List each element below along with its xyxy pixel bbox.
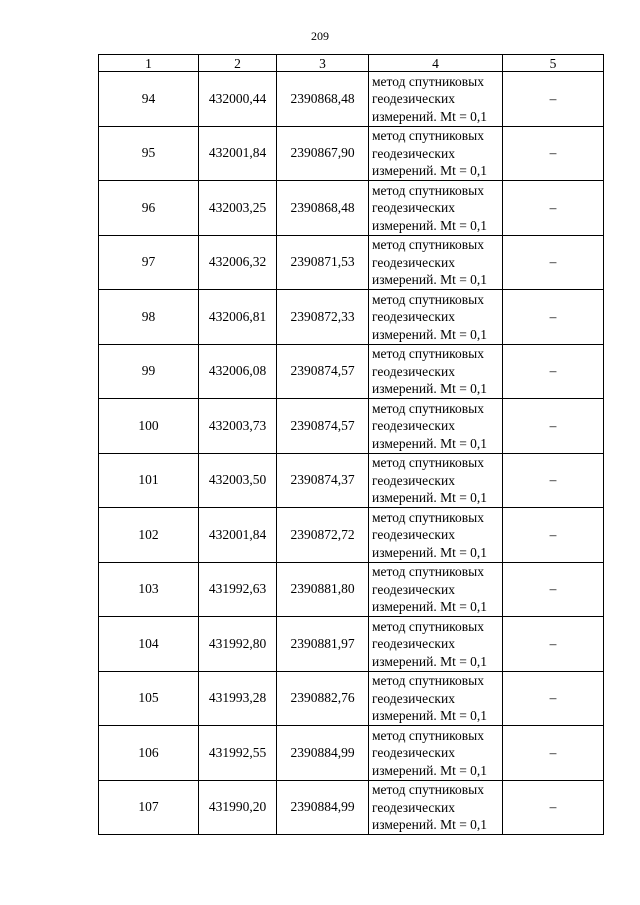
method-line: геодезических (372, 799, 455, 815)
method-line: измерений. Mt = 0,1 (372, 653, 488, 669)
method-line: геодезических (372, 690, 455, 706)
x-coordinate-cell: 431992,63 (199, 562, 277, 617)
point-number-cell: 107 (99, 780, 199, 835)
y-coordinate-cell: 2390874,37 (277, 453, 369, 508)
method-line: измерений. Mt = 0,1 (372, 599, 488, 614)
y-coordinate-cell: 2390881,97 (277, 617, 369, 672)
point-number-cell: 95 (99, 126, 199, 181)
method-cell (369, 344, 503, 399)
method-line: измерений. Mt = 0,1 (372, 817, 488, 832)
column-header: 5 (503, 55, 604, 72)
column-header: 3 (277, 55, 369, 72)
method-cell (369, 562, 503, 617)
method-cell (369, 780, 503, 835)
y-coordinate-cell: 2390868,48 (277, 181, 369, 236)
coordinates-table (98, 54, 604, 835)
table-row (99, 72, 604, 127)
column-5-cell: – (503, 126, 604, 181)
method-line: метод спутниковых (372, 673, 484, 688)
method-line: геодезических (372, 472, 455, 488)
y-coordinate-cell: 2390867,90 (277, 126, 369, 181)
method-line: геодезических (372, 527, 455, 542)
method-line: геодезических (372, 200, 455, 215)
y-coordinate-cell: 2390868,48 (277, 72, 369, 127)
y-coordinate-cell: 2390881,80 (277, 562, 369, 617)
method-cell (369, 126, 503, 181)
point-number-cell: 102 (99, 508, 199, 563)
y-coordinate-cell: 2390874,57 (277, 399, 369, 454)
column-5-cell: – (503, 72, 604, 127)
x-coordinate-cell: 432001,84 (199, 508, 277, 563)
point-number-cell: 96 (99, 181, 199, 236)
method-line: метод спутниковых (372, 291, 484, 307)
method-line: измерений. Mt = 0,1 (372, 381, 488, 396)
table-row (99, 235, 604, 290)
column-header: 1 (99, 55, 199, 72)
method-cell (369, 617, 503, 672)
method-line: измерений. Mt = 0,1 (372, 326, 488, 342)
y-coordinate-cell: 2390872,33 (277, 290, 369, 345)
x-coordinate-cell: 432006,32 (199, 235, 277, 290)
method-line: метод спутниковых (372, 564, 484, 579)
column-5-cell: – (503, 399, 604, 454)
method-line: геодезических (372, 309, 455, 324)
method-line: метод спутниковых (372, 618, 484, 634)
method-line: измерений. Mt = 0,1 (372, 490, 488, 505)
column-5-cell: – (503, 726, 604, 781)
table-row (99, 671, 604, 726)
method-line: метод спутниковых (372, 182, 484, 198)
column-5-cell: – (503, 290, 604, 345)
column-5-cell: – (503, 562, 604, 617)
method-cell (369, 181, 503, 236)
column-5-cell: – (503, 453, 604, 508)
table-row (99, 453, 604, 508)
method-line: метод спутниковых (372, 455, 484, 470)
method-line: измерений. Mt = 0,1 (372, 272, 488, 287)
method-cell (369, 235, 503, 290)
table-row (99, 181, 604, 236)
column-5-cell: – (503, 235, 604, 290)
method-line: метод спутниковых (372, 727, 484, 743)
point-number-cell: 103 (99, 562, 199, 617)
x-coordinate-cell: 431993,28 (199, 671, 277, 726)
column-header: 4 (369, 55, 503, 72)
y-coordinate-cell: 2390872,72 (277, 508, 369, 563)
table-row (99, 562, 604, 617)
column-5-cell: – (503, 508, 604, 563)
method-cell (369, 290, 503, 345)
point-number-cell: 97 (99, 235, 199, 290)
column-header: 2 (199, 55, 277, 72)
column-5-cell: – (503, 181, 604, 236)
point-number-cell: 101 (99, 453, 199, 508)
y-coordinate-cell: 2390884,99 (277, 726, 369, 781)
y-coordinate-cell: 2390871,53 (277, 235, 369, 290)
method-cell (369, 453, 503, 508)
method-cell (369, 399, 503, 454)
method-cell (369, 726, 503, 781)
method-line: геодезических (372, 745, 455, 760)
method-line: геодезических (372, 636, 455, 651)
point-number-cell: 99 (99, 344, 199, 399)
method-line: геодезических (372, 363, 455, 379)
point-number-cell: 100 (99, 399, 199, 454)
table-row (99, 726, 604, 781)
point-number-cell: 98 (99, 290, 199, 345)
column-5-cell: – (503, 344, 604, 399)
table-row (99, 617, 604, 672)
x-coordinate-cell: 432003,50 (199, 453, 277, 508)
method-line: измерений. Mt = 0,1 (372, 435, 488, 451)
x-coordinate-cell: 431992,55 (199, 726, 277, 781)
x-coordinate-cell: 432006,08 (199, 344, 277, 399)
method-line: измерений. Mt = 0,1 (372, 708, 488, 723)
y-coordinate-cell: 2390882,76 (277, 671, 369, 726)
column-5-cell: – (503, 780, 604, 835)
table-row (99, 399, 604, 454)
method-line: метод спутниковых (372, 237, 484, 252)
method-cell (369, 508, 503, 563)
x-coordinate-cell: 431990,20 (199, 780, 277, 835)
column-5-cell: – (503, 617, 604, 672)
point-number-cell: 94 (99, 72, 199, 127)
method-line: метод спутниковых (372, 346, 484, 361)
method-line: измерений. Mt = 0,1 (372, 217, 488, 233)
table-row (99, 508, 604, 563)
x-coordinate-cell: 432000,44 (199, 72, 277, 127)
method-line: геодезических (372, 91, 455, 106)
method-line: измерений. Mt = 0,1 (372, 163, 488, 178)
method-line: геодезических (372, 581, 455, 597)
table-row (99, 344, 604, 399)
x-coordinate-cell: 432006,81 (199, 290, 277, 345)
method-line: метод спутниковых (372, 73, 484, 89)
method-cell (369, 671, 503, 726)
column-5-cell: – (503, 671, 604, 726)
method-line: геодезических (372, 145, 455, 161)
y-coordinate-cell: 2390874,57 (277, 344, 369, 399)
point-number-cell: 106 (99, 726, 199, 781)
method-line: метод спутниковых (372, 509, 484, 525)
method-line: метод спутниковых (372, 782, 484, 797)
table-row (99, 290, 604, 345)
method-line: геодезических (372, 418, 455, 433)
x-coordinate-cell: 431992,80 (199, 617, 277, 672)
x-coordinate-cell: 432003,25 (199, 181, 277, 236)
method-line: измерений. Mt = 0,1 (372, 762, 488, 778)
method-line: метод спутниковых (372, 400, 484, 416)
table-row (99, 780, 604, 835)
y-coordinate-cell: 2390884,99 (277, 780, 369, 835)
method-cell (369, 72, 503, 127)
point-number-cell: 104 (99, 617, 199, 672)
x-coordinate-cell: 432003,73 (199, 399, 277, 454)
method-line: измерений. Mt = 0,1 (372, 544, 488, 560)
table-row (99, 126, 604, 181)
table-header-row (99, 55, 604, 72)
method-line: метод спутниковых (372, 128, 484, 143)
method-line: измерений. Mt = 0,1 (372, 108, 488, 124)
point-number-cell: 105 (99, 671, 199, 726)
x-coordinate-cell: 432001,84 (199, 126, 277, 181)
page-number: 209 (311, 29, 329, 43)
method-line: геодезических (372, 254, 455, 270)
